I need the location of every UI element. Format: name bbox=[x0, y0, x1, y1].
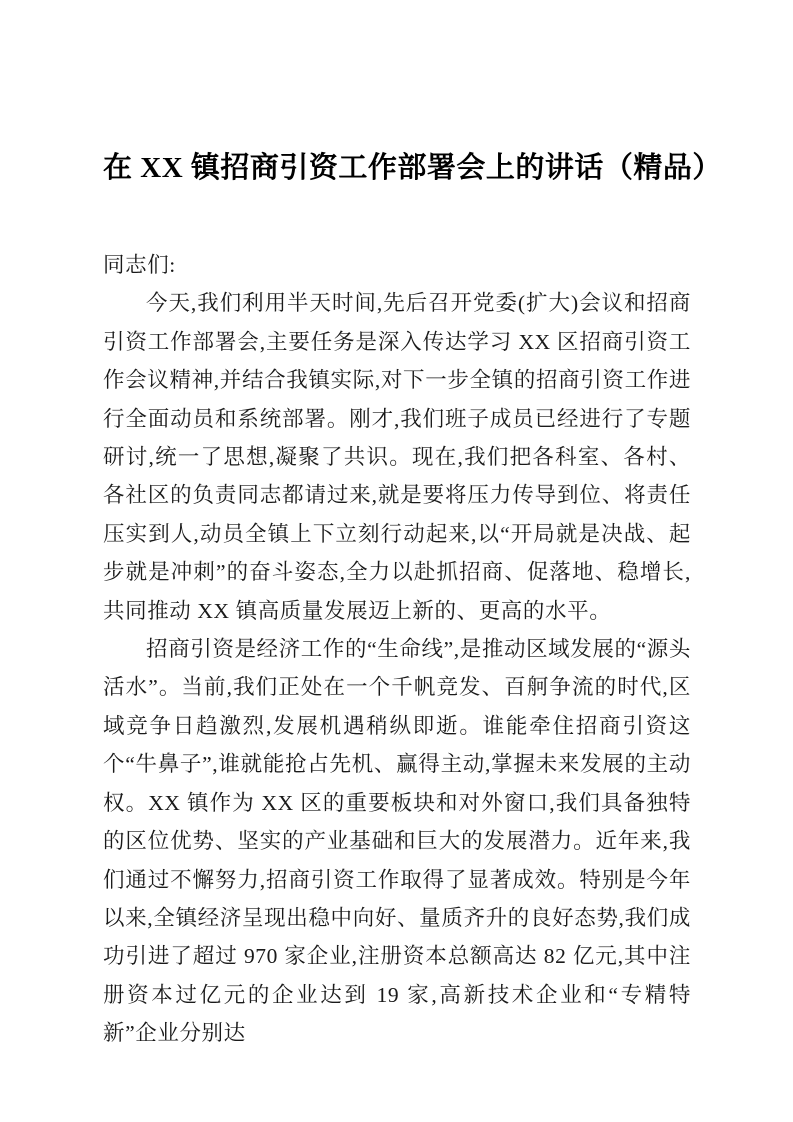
paragraph-investment-overview: 招商引资是经济工作的“生命线”,是推动区域发展的“源头活水”。当前,我们正处在一个千帆竞发、百舸争流的时代,区域竞争日趋激烈,发展机遇稍纵即逝。谁能牵住招商引资这个“牛鼻子”,谁就能抢占先机、赢得主动,掌握未来发展的主动权。XX 镇作为 XX 区的重要板块和对外窗口,我们具备独特的区位优势、坚实的产业基础和巨大的发展潜力。近年来,我们通过不懈努力,招商引资工作取得了显著成效。特别是今年以来,全镇经济呈现出稳中向好、量质齐升的良好态势,我们成功引进了超过 970 家企业,注册资本总额高达 82 亿元,其中注册资本过亿元的企业达到 19 家,高新技术企业和“专精特新”企业分别达 bbox=[103, 637, 691, 1046]
paragraph-opening: 今天,我们利用半天时间,先后召开党委(扩大)会议和招商引资工作部署会,主要任务是深入传达学习 XX 区招商引资工作会议精神,并结合我镇实际,对下一步全镇的招商引资工作进行全面动员和系统部署。刚才,我们班子成员已经进行了专题研讨,统一了思想,凝聚了共识。现在,我们把各科室、各村、各社区的负责同志都请过来,就是要将压力传导到位、将责任压实到人,动员全镇上下立刻行动起来,以“开局就是决战、起步就是冲刺”的奋斗姿态,全力以赴抓招商、促落地、稳增长,共同推动 XX 镇高质量发展迈上新的、更高的水平。 bbox=[103, 291, 691, 623]
document-body bbox=[103, 246, 691, 1053]
document-title: 在 XX 镇招商引资工作部署会上的讲话（精品） bbox=[103, 152, 722, 184]
salutation-line: 同志们: bbox=[103, 253, 176, 277]
